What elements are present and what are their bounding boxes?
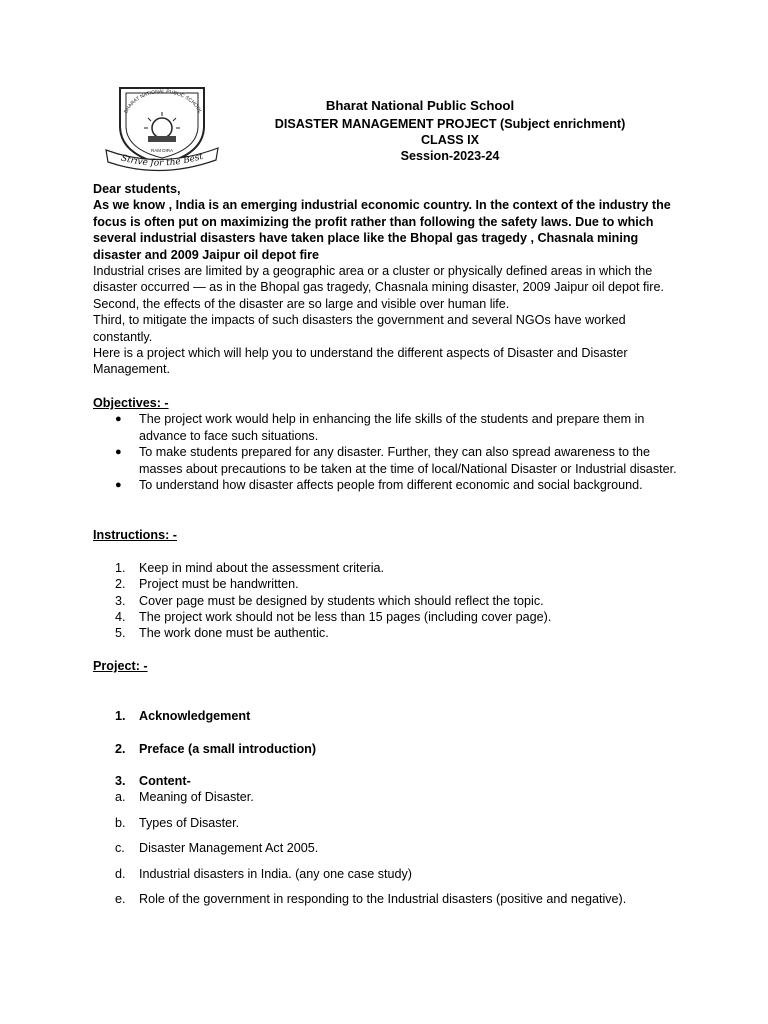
list-item: d. Industrial disasters in India. (any one case study): [115, 866, 413, 881]
list-item: 3. Cover page must be designed by students which should reflect the topic.: [115, 593, 544, 608]
logo-sun: [152, 118, 172, 138]
project-heading: Project: -: [93, 658, 148, 673]
list-item: ● To understand how disaster affects people from different economic and social background.: [115, 477, 643, 492]
list-item: e. Role of the government in responding to the Industrial disasters (positive and negative).: [115, 892, 627, 906]
objectives-heading: Objectives: -: [93, 395, 169, 410]
project-title: DISASTER MANAGEMENT PROJECT (Subject enrichment): [274, 117, 626, 131]
intro-paragraph-2: Third, to mitigate the impacts of such disasters the government and several NGOs have worked constantly.: [93, 313, 626, 344]
list-item: b. Types of Disaster.: [115, 815, 240, 830]
list-item: 3. Content-: [115, 773, 191, 788]
intro-bold-paragraph: As we know , India is an emerging industrial economic country. In the context of the industry the focus is often put on maximizing the profit rather than following the safety laws. Due to which several industrial disasters have taken place like the Bhopal gas tragedy , Chasnala mining disaster and 2009 Jaipur oil depot fire: [93, 198, 671, 262]
logo-book: [148, 136, 176, 142]
bullet-icon: ●: [115, 478, 122, 491]
class-label: CLASS IX: [420, 133, 480, 147]
list-item: 1. Acknowledgement: [115, 709, 251, 724]
list-item: 2. Project must be handwritten.: [115, 577, 299, 592]
project-list: [93, 708, 683, 907]
list-item: 1. Keep in mind about the assessment criteria.: [115, 560, 385, 575]
intro-paragraph-1: Industrial crises are limited by a geographic area or a cluster or physically defined areas in which the disaster occurred — as in the Bhopal gas tragedy, Chasnala mining disaster, 2009 Jaipur oil depot fire. Second, the effects of the disaster are so large and visible over human life.: [93, 264, 665, 311]
intro-paragraph-3: Here is a project which will help you to understand the different aspects of Disaster and Disaster Management.: [93, 346, 628, 377]
logo-top-text: BHARAT NATIONAL PUBLIC SCHOOL: [123, 88, 203, 115]
list-item: 2. Preface (a small introduction): [115, 741, 317, 756]
instructions-heading: Instructions: -: [93, 528, 177, 543]
greeting: Dear students,: [93, 182, 181, 196]
bullet-icon: ●: [115, 446, 122, 459]
bullet-icon: ●: [115, 413, 122, 426]
logo-bottom-text: RAM DIRA: [150, 148, 174, 153]
objectives-list: [93, 411, 683, 493]
list-item: ● The project work would help in enhancing the life skills of the students and prepare them in advance to face such situations.: [115, 412, 645, 443]
session-label: Session-2023-24: [400, 149, 500, 163]
school-name: Bharat National Public School: [325, 98, 515, 113]
list-item: 4. The project work should not be less than 15 pages (including cover page).: [115, 609, 552, 624]
school-logo: [100, 80, 222, 172]
list-item: 5. The work done must be authentic.: [115, 626, 329, 641]
list-item: ● To make students prepared for any disaster. Further, they can also spread awareness to the masses about precautions to be taken at the time of local/National Disaster or Industrial disaster.: [115, 445, 677, 476]
document-body: [93, 181, 683, 907]
instructions-list: [93, 560, 683, 642]
list-item: c. Disaster Management Act 2005.: [115, 841, 319, 856]
logo-motto: Strive for the Best: [119, 151, 205, 169]
list-item: a. Meaning of Disaster.: [115, 790, 254, 805]
